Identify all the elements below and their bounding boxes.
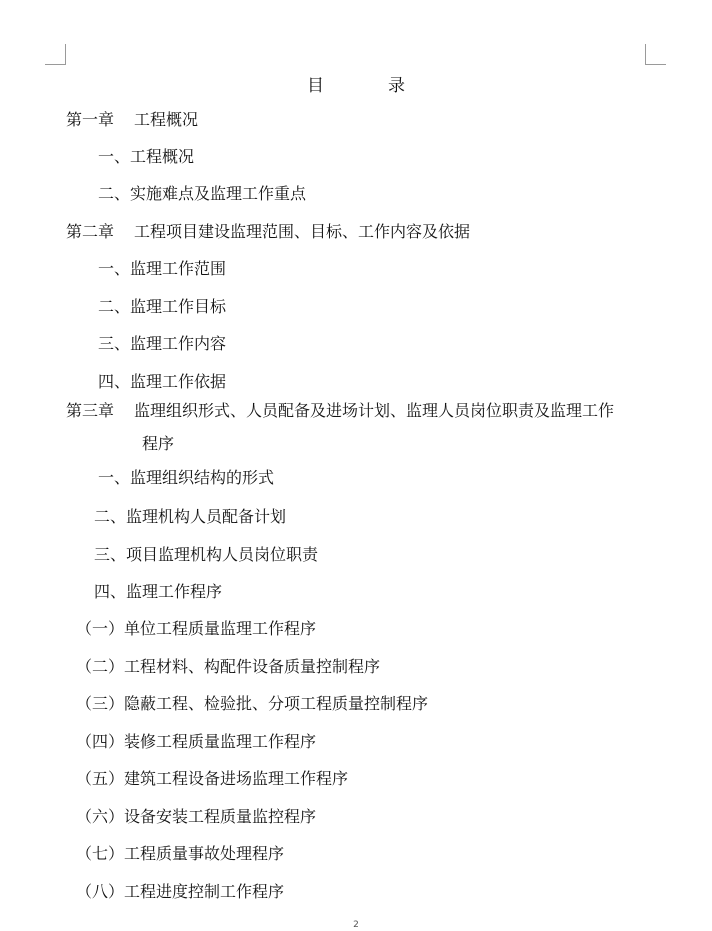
toc-chapter-1[interactable] [66,109,198,131]
toc-title-left: 目 [307,76,324,96]
toc-section[interactable]: 一、工程概况 [98,147,195,166]
chapter-number: 第三章 [66,401,115,420]
toc-section[interactable]: 三、项目监理机构人员岗位职责 [94,545,319,564]
margin-mark-top-right [645,44,666,65]
toc-subsection[interactable]: （三）隐蔽工程、检验批、分项工程质量控制程序 [76,694,429,713]
toc-section[interactable]: 二、监理机构人员配备计划 [94,507,287,526]
toc-section[interactable]: 四、监理工作依据 [98,372,227,391]
toc-section[interactable]: 二、实施难点及监理工作重点 [98,184,307,203]
toc-subsection[interactable]: （七）工程质量事故处理程序 [76,844,285,863]
chapter-number: 第一章 [66,110,115,129]
toc-section[interactable]: 二、监理工作目标 [98,297,227,316]
chapter-title: 工程概况 [134,110,199,129]
toc-subsection[interactable]: （五）建筑工程设备进场监理工作程序 [76,769,349,788]
toc-section[interactable]: 三、监理工作内容 [98,334,227,353]
toc-chapter-3-continuation[interactable]: 程序 [142,434,175,453]
toc-title [0,71,712,96]
toc-section[interactable]: 四、监理工作程序 [94,582,223,601]
toc-chapter-2[interactable] [66,221,470,243]
toc-section[interactable]: 一、监理组织结构的形式 [98,468,275,487]
toc-subsection[interactable]: （八）工程进度控制工作程序 [76,882,285,901]
toc-subsection[interactable]: （六）设备安装工程质量监控程序 [76,807,317,826]
toc-section[interactable]: 一、监理工作范围 [98,259,227,278]
toc-subsection[interactable]: （一）单位工程质量监理工作程序 [76,619,317,638]
toc-subsection[interactable]: （二）工程材料、构配件设备质量控制程序 [76,657,381,676]
chapter-title: 工程项目建设监理范围、目标、工作内容及依据 [134,222,471,241]
toc-chapter-3[interactable] [66,400,614,422]
chapter-title: 监理组织形式、人员配备及进场计划、监理人员岗位职责及监理工作 [134,401,615,420]
margin-mark-top-left [45,44,66,65]
chapter-number: 第二章 [66,222,115,241]
toc-subsection[interactable]: （四）装修工程质量监理工作程序 [76,732,317,751]
page-number: 2 [353,920,359,930]
toc-title-right: 录 [388,76,405,96]
